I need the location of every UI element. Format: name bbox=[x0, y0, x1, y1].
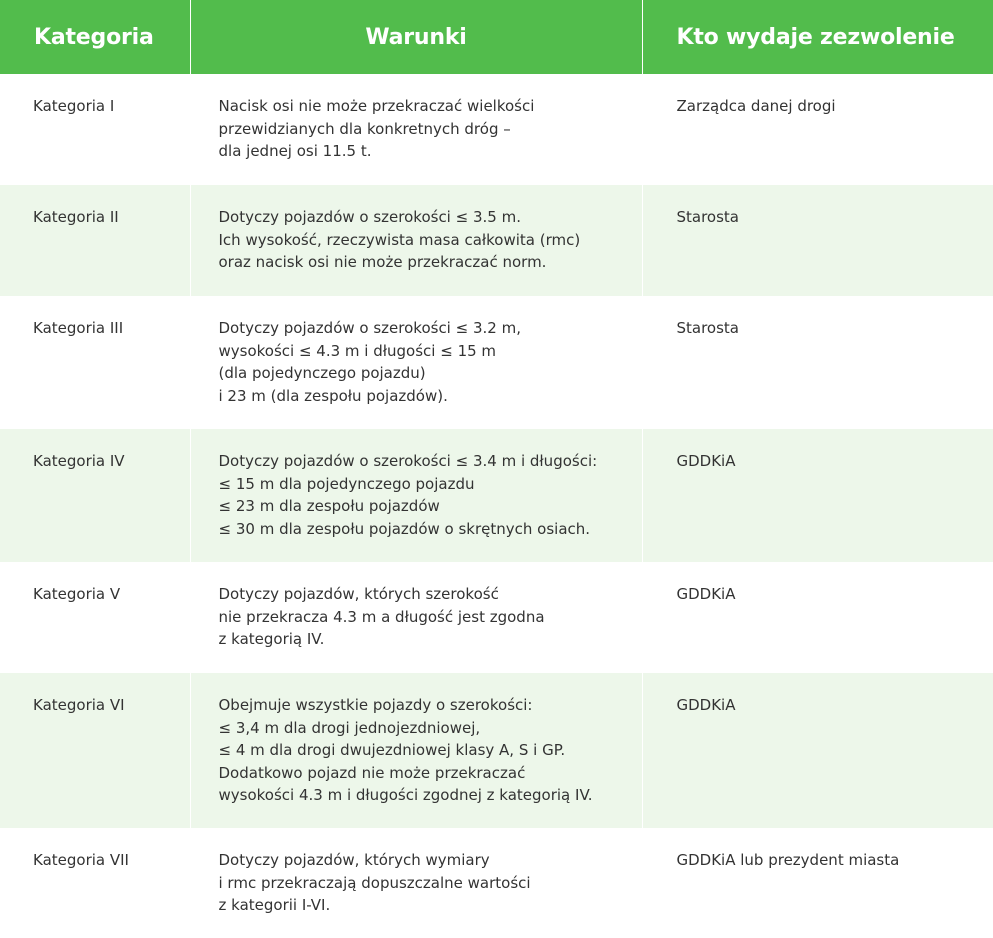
cell-kto: GDDKiA bbox=[642, 673, 993, 828]
warunki-line: nie przekracza 4.3 m a długość jest zgodna bbox=[218, 607, 545, 626]
cell-kto: GDDKiA bbox=[642, 562, 993, 673]
table-row bbox=[0, 673, 993, 828]
cell-kategoria: Kategoria VII bbox=[0, 828, 190, 938]
cell-warunki bbox=[190, 296, 642, 429]
table-row bbox=[0, 185, 993, 296]
cell-kategoria: Kategoria II bbox=[0, 185, 190, 296]
warunki-line: ≤ 15 m dla pojedynczego pojazdu bbox=[218, 474, 475, 493]
header-warunki: Warunki bbox=[190, 0, 642, 74]
table-row bbox=[0, 296, 993, 429]
cell-warunki bbox=[190, 673, 642, 828]
table-row bbox=[0, 828, 993, 938]
warunki-line: z kategorii I-VI. bbox=[218, 896, 331, 914]
warunki-line: Dotyczy pojazdów o szerokości ≤ 3.2 m, bbox=[218, 319, 521, 337]
table-body bbox=[0, 74, 993, 938]
table-header bbox=[0, 0, 993, 74]
warunki-line: Dotyczy pojazdów o szerokości ≤ 3.5 m. bbox=[218, 208, 521, 226]
cell-kto: GDDKiA lub prezydent miasta bbox=[642, 828, 993, 938]
warunki-line: z kategorią IV. bbox=[218, 630, 325, 648]
table-row bbox=[0, 562, 993, 673]
cell-kto: GDDKiA bbox=[642, 429, 993, 562]
warunki-line: Ich wysokość, rzeczywista masa całkowita (rmc) bbox=[218, 230, 581, 249]
cell-kategoria: Kategoria III bbox=[0, 296, 190, 429]
warunki-line: Dotyczy pojazdów, których szerokość bbox=[218, 585, 499, 603]
cell-kategoria: Kategoria I bbox=[0, 74, 190, 185]
warunki-line: wysokości ≤ 4.3 m i długości ≤ 15 m bbox=[218, 341, 497, 360]
cell-kto: Zarządca danej drogi bbox=[642, 74, 993, 185]
header-kto-wydaje: Kto wydaje zezwolenie bbox=[642, 0, 993, 74]
warunki-line: wysokości 4.3 m i długości zgodnej z kategorią IV. bbox=[218, 786, 593, 804]
table-row bbox=[0, 429, 993, 562]
warunki-line: dla jednej osi 11.5 t. bbox=[218, 142, 372, 160]
cell-warunki bbox=[190, 185, 642, 296]
cell-kto: Starosta bbox=[642, 185, 993, 296]
cell-kategoria: Kategoria VI bbox=[0, 673, 190, 828]
cell-kto: Starosta bbox=[642, 296, 993, 429]
warunki-line: ≤ 23 m dla zespołu pojazdów bbox=[218, 497, 440, 515]
warunki-line: Dodatkowo pojazd nie może przekraczać bbox=[218, 763, 526, 782]
warunki-line: ≤ 3,4 m dla drogi jednojezdniowej, bbox=[218, 718, 481, 737]
cell-warunki bbox=[190, 562, 642, 673]
warunki-line: oraz nacisk osi nie może przekraczać norm. bbox=[218, 253, 547, 271]
cell-warunki bbox=[190, 429, 642, 562]
warunki-line: Nacisk osi nie może przekraczać wielkości bbox=[218, 97, 535, 115]
warunki-line: Dotyczy pojazdów o szerokości ≤ 3.4 m i długości: bbox=[218, 452, 598, 470]
cell-warunki bbox=[190, 828, 642, 938]
cell-warunki bbox=[190, 74, 642, 185]
cell-kategoria: Kategoria IV bbox=[0, 429, 190, 562]
warunki-line: (dla pojedynczego pojazdu) bbox=[218, 364, 426, 382]
cell-kategoria: Kategoria V bbox=[0, 562, 190, 673]
warunki-line: ≤ 30 m dla zespołu pojazdów o skrętnych osiach. bbox=[218, 519, 591, 538]
warunki-line: ≤ 4 m dla drogi dwujezdniowej klasy A, S i GP. bbox=[218, 741, 566, 759]
warunki-line: przewidzianych dla konkretnych dróg – bbox=[218, 119, 511, 138]
table-row bbox=[0, 74, 993, 185]
header-row bbox=[0, 0, 993, 74]
warunki-line: Dotyczy pojazdów, których wymiary bbox=[218, 851, 490, 869]
header-kategoria: Kategoria bbox=[0, 0, 190, 74]
warunki-line: i rmc przekraczają dopuszczalne wartości bbox=[218, 873, 531, 892]
warunki-line: i 23 m (dla zespołu pojazdów). bbox=[218, 386, 448, 405]
warunki-line: Obejmuje wszystkie pojazdy o szerokości: bbox=[218, 696, 533, 714]
